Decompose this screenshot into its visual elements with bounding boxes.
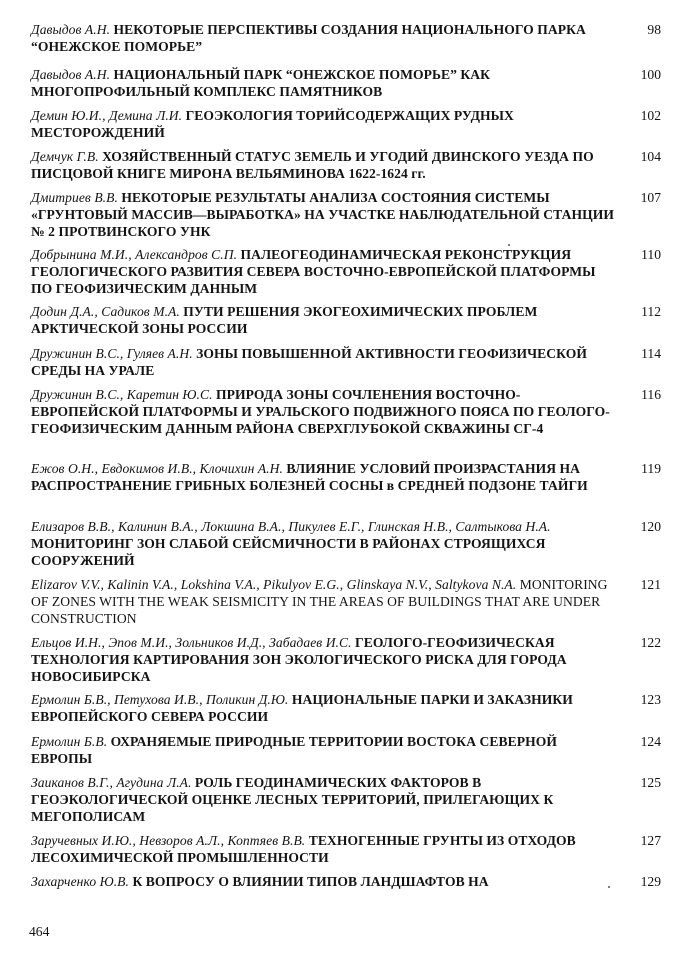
entry-page-number: 129	[640, 874, 661, 889]
entry-authors: Демин Ю.И., Демина Л.И.	[31, 108, 183, 123]
entry-page-number: 116	[641, 387, 661, 402]
entry-authors: Захарченко Ю.В.	[31, 874, 129, 889]
entry-title: НЕКОТОРЫЕ ПЕРСПЕКТИВЫ СОЗДАНИЯ НАЦИОНАЛЬНОГО ПАРКА “ОНЕЖСКОЕ ПОМОРЬЕ”	[31, 22, 586, 54]
entry-authors: Дмитриев В.В.	[31, 190, 118, 205]
entry-title: ЗОНЫ ПОВЫШЕННОЙ АКТИВНОСТИ ГЕОФИЗИЧЕСКОЙ СРЕДЫ НА УРАЛЕ	[31, 346, 587, 378]
entry-title: MONITORING OF ZONES WITH THE WEAK SEISMICITY IN THE AREAS OF BUILDINGS THAT ARE UNDER CONSTRUCTION	[31, 577, 608, 626]
entry-authors: Додин Д.А., Садиков М.А.	[31, 304, 180, 319]
toc-entry	[31, 634, 661, 685]
entry-authors: Ермолин Б.В., Петухова И.В., Поликин Д.Ю.	[31, 692, 289, 707]
entry-title: НАЦИОНАЛЬНЫЙ ПАРК “ОНЕЖСКОЕ ПОМОРЬЕ” КАК МНОГОПРОФИЛЬНЫЙ КОМПЛЕКС ПАМЯТНИКОВ	[31, 67, 491, 99]
entry-page-number: 107	[640, 190, 661, 205]
entry-page-number: 100	[640, 67, 661, 82]
toc-entry	[31, 873, 661, 890]
entry-title: НЕКОТОРЫЕ РЕЗУЛЬТАТЫ АНАЛИЗА СОСТОЯНИЯ СИСТЕМЫ «ГРУНТОВЫЙ МАССИВ—ВЫРАБОТКА» НА УЧАСТКЕ НАБЛЮДАТЕЛЬНОЙ СТАНЦИИ № 2 ПРОТВИНСКОГО УНК	[31, 190, 614, 239]
entry-page-number: 127	[640, 833, 661, 848]
entry-title: ГЕОЛОГО-ГЕОФИЗИЧЕСКАЯ ТЕХНОЛОГИЯ КАРТИРОВАНИЯ ЗОН ЭКОЛОГИЧЕСКОГО РИСКА ДЛЯ ГОРОДА НОВОСИБИРСКА	[31, 635, 567, 684]
entry-authors: Ермолин Б.В.	[31, 734, 108, 749]
page-number: 464	[29, 924, 50, 939]
entry-page-number: 110	[641, 247, 661, 262]
toc-entry	[31, 21, 661, 55]
entry-authors: Давыдов А.Н.	[31, 22, 111, 37]
toc-entry	[31, 774, 661, 825]
toc-entry	[31, 460, 661, 494]
scan-speck	[508, 244, 510, 246]
entry-title: МОНИТОРИНГ ЗОН СЛАБОЙ СЕЙСМИЧНОСТИ В РАЙОНАХ СТРОЯЩИХСЯ СООРУЖЕНИЙ	[31, 536, 546, 568]
toc-entry	[31, 66, 661, 100]
toc-entry	[31, 148, 661, 182]
toc-entry	[31, 345, 661, 379]
entry-title: ОХРАНЯЕМЫЕ ПРИРОДНЫЕ ТЕРРИТОРИИ ВОСТОКА СЕВЕРНОЙ ЕВРОПЫ	[31, 734, 557, 766]
entry-page-number: 120	[640, 519, 661, 534]
entry-page-number: 114	[641, 346, 661, 361]
entry-title: НАЦИОНАЛЬНЫЕ ПАРКИ И ЗАКАЗНИКИ ЕВРОПЕЙСКОГО СЕВЕРА РОССИИ	[31, 692, 573, 724]
toc-entry	[31, 576, 661, 627]
entry-authors: Добрынина М.И., Александров С.П.	[31, 247, 238, 262]
entry-authors: Елизаров В.В., Калинин В.А., Локшина В.А., Пикулев Е.Г., Глинская Н.В., Салтыкова Н.А.	[31, 519, 551, 534]
entry-title: ХОЗЯЙСТВЕННЫЙ СТАТУС ЗЕМЕЛЬ И УГОДИЙ ДВИНСКОГО УЕЗДА ПО ПИСЦОВОЙ КНИГЕ МИРОНА ВЕЛЬЯМИНОВА 1622-1624 гг.	[31, 149, 594, 181]
entry-title: ТЕХНОГЕННЫЕ ГРУНТЫ ИЗ ОТХОДОВ ЛЕСОХИМИЧЕСКОЙ ПРОМЫШЛЕННОСТИ	[31, 833, 576, 865]
entry-page-number: 122	[640, 635, 661, 650]
toc-entry	[31, 386, 661, 437]
toc-entry	[31, 246, 661, 297]
entry-authors: Дружинин В.С., Каретин Ю.С.	[31, 387, 213, 402]
entry-authors: Давыдов А.Н.	[31, 67, 111, 82]
entry-title: К ВОПРОСУ О ВЛИЯНИИ ТИПОВ ЛАНДШАФТОВ НА	[132, 874, 489, 889]
entry-title: ПРИРОДА ЗОНЫ СОЧЛЕНЕНИЯ ВОСТОЧНО-ЕВРОПЕЙСКОЙ ПЛАТФОРМЫ И УРАЛЬСКОГО ПОДВИЖНОГО ПОЯСА ПО ГЕОЛОГО-ГЕОФИЗИЧЕСКИМ ДАННЫМ РАЙОНА СВЕРХГЛУБОКОЙ СКВАЖИНЫ СГ-4	[31, 387, 610, 436]
toc-entry	[31, 107, 661, 141]
entry-authors: Заиканов В.Г., Агудина Л.А.	[31, 775, 192, 790]
entry-page-number: 123	[640, 692, 661, 707]
toc-entry	[31, 518, 661, 569]
entry-page-number: 124	[640, 734, 661, 749]
entry-page-number: 98	[647, 22, 661, 37]
entry-title: РОЛЬ ГЕОДИНАМИЧЕСКИХ ФАКТОРОВ В ГЕОЭКОЛОГИЧЕСКОЙ ОЦЕНКЕ ЛЕСНЫХ ТЕРРИТОРИЙ, ПРИЛЕГАЮЩИХ К МЕГОПОЛИСАМ	[31, 775, 554, 824]
entry-page-number: 102	[640, 108, 661, 123]
toc-entry	[31, 303, 661, 337]
toc-entry	[31, 832, 661, 866]
entry-authors: Демчук Г.В.	[31, 149, 99, 164]
entry-page-number: 104	[640, 149, 661, 164]
entry-page-number: 125	[640, 775, 661, 790]
toc-entry	[31, 189, 661, 240]
entry-authors: Elizarov V.V., Kalinin V.A., Lokshina V.A., Pikulyov E.G., Glinskaya N.V., Saltykova N.A.	[31, 577, 517, 592]
entry-authors: Дружинин В.С., Гуляев А.Н.	[31, 346, 193, 361]
toc-entry	[31, 733, 661, 767]
entry-page-number: 119	[641, 461, 661, 476]
entry-authors: Заручевных И.Ю., Невзоров А.Л., Коптяев В.В.	[31, 833, 306, 848]
entry-title: ГЕОЭКОЛОГИЯ ТОРИЙСОДЕРЖАЩИХ РУДНЫХ МЕСТОРОЖДЕНИЙ	[31, 108, 514, 140]
entry-authors: Ежов О.Н., Евдокимов И.В., Клочихин А.Н.	[31, 461, 283, 476]
entry-page-number: 112	[641, 304, 661, 319]
entry-title: ПУТИ РЕШЕНИЯ ЭКОГЕОХИМИЧЕСКИХ ПРОБЛЕМ АРКТИЧЕСКОЙ ЗОНЫ РОССИИ	[31, 304, 538, 336]
entry-authors: Ельцов И.Н., Эпов М.И., Зольников И.Д., Забадаев И.С.	[31, 635, 352, 650]
entry-title: ВЛИЯНИЕ УСЛОВИЙ ПРОИЗРАСТАНИЯ НА РАСПРОСТРАНЕНИЕ ГРИБНЫХ БОЛЕЗНЕЙ СОСНЫ в СРЕДНЕЙ ПОДЗОНЕ ТАЙГИ	[31, 461, 588, 493]
entry-title: ПАЛЕОГЕОДИНАМИЧЕСКАЯ РЕКОНСТРУКЦИЯ ГЕОЛОГИЧЕСКОГО РАЗВИТИЯ СЕВЕРА ВОСТОЧНО-ЕВРОПЕЙСКОЙ ПЛАТФОРМЫ ПО ГЕОФИЗИЧЕСКИМ ДАННЫМ	[31, 247, 596, 296]
entry-page-number: 121	[640, 577, 661, 592]
toc-entry	[31, 691, 661, 725]
scan-speck	[608, 886, 610, 888]
